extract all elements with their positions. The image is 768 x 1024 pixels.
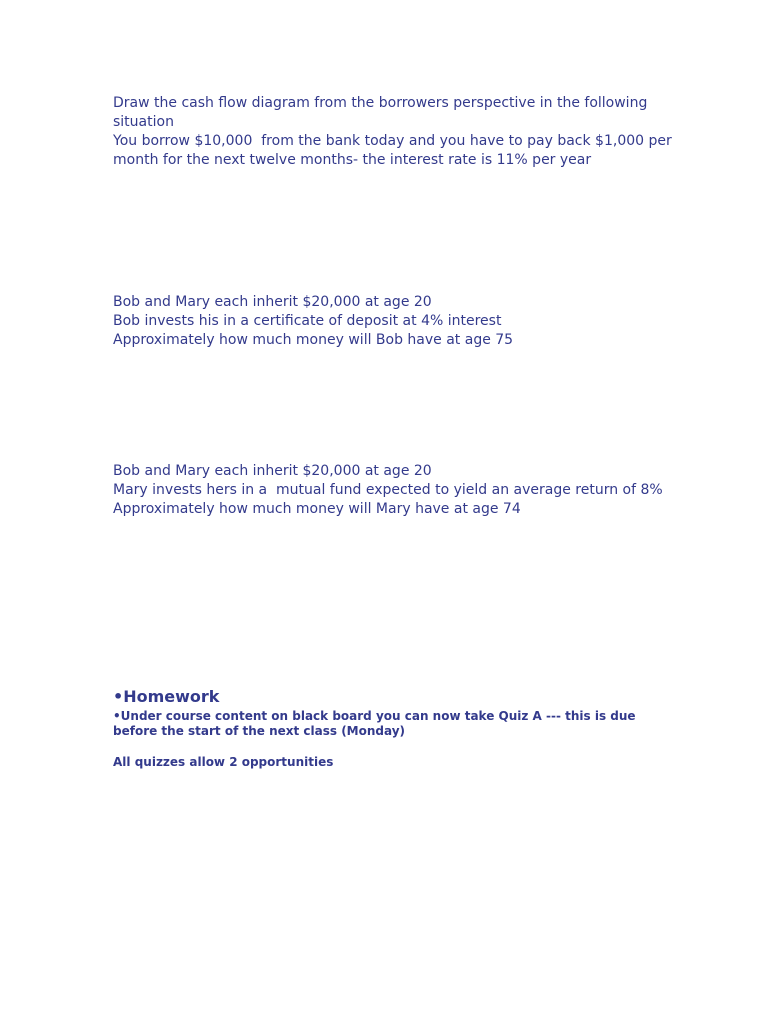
homework-heading: •Homework bbox=[113, 687, 220, 706]
problem-text: Approximately how much money will Mary have at age 74 bbox=[113, 501, 521, 517]
problem-text: Draw the cash flow diagram from the borrowers perspective in the following situation bbox=[113, 95, 652, 130]
problem-bob-investment bbox=[113, 293, 673, 350]
problem-text: Bob invests his in a certificate of deposit at 4% interest bbox=[113, 313, 502, 329]
homework-item: •Under course content on black board you can now take Quiz A --- this is due before the start of the next class (Monday) bbox=[113, 709, 640, 738]
problem-mary-investment bbox=[113, 462, 673, 519]
problem-text: Mary invests hers in a mutual fund expected to yield an average return of 8% bbox=[113, 482, 663, 498]
homework-note: All quizzes allow 2 opportunities bbox=[113, 755, 334, 769]
problem-text: Bob and Mary each inherit $20,000 at age 20 bbox=[113, 294, 432, 310]
problem-text: Approximately how much money will Bob have at age 75 bbox=[113, 332, 514, 348]
problem-cash-flow bbox=[113, 94, 677, 170]
problem-text: You borrow $10,000 from the bank today and you have to pay back $1,000 per month for the next twelve months- the interest rate is 11% per year bbox=[113, 133, 677, 168]
problem-text: Bob and Mary each inherit $20,000 at age 20 bbox=[113, 463, 432, 479]
